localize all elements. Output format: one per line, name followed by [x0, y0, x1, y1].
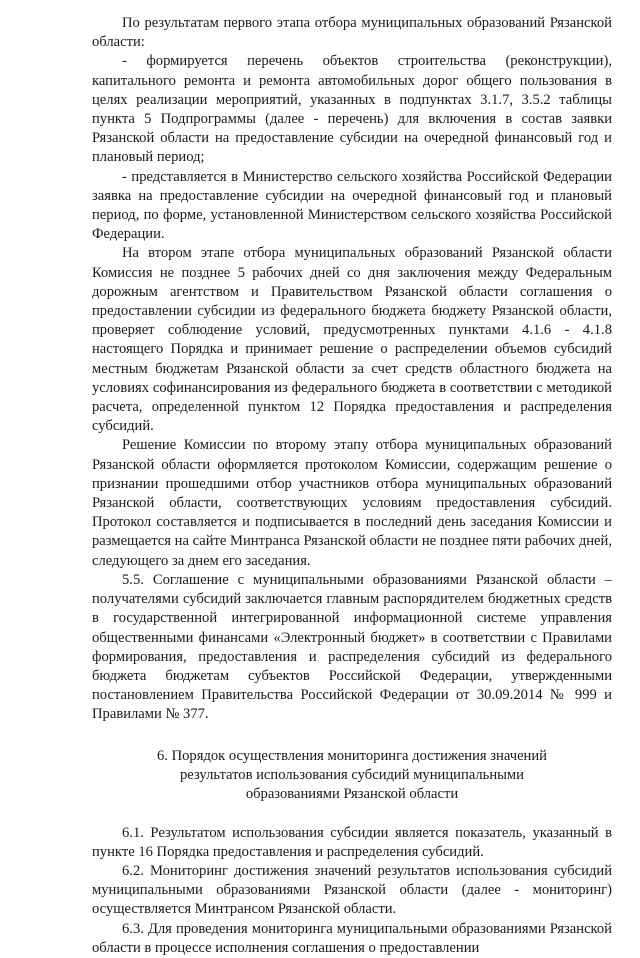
clause-6-1: 6.1. Результатом использования субсидии является показатель, указанный в пункте 16 Порядка предоставления и распределения субсидий.: [92, 824, 612, 860]
commission-decision-paragraph: Решение Комиссии по второму этапу отбора муниципальных образований Рязанской области оформляется протоколом Комиссии, содержащим решение о признании прошедшими отбор участников отбора муниципальных образований Рязанской области, соответствующих условиям предоставления субсидий. Протокол составляется и подписывается в последний день заседания Комиссии и размещается на сайте Минтранса Рязанской области не позднее пяти рабочих дней, следующего за днем его заседания.: [92, 437, 612, 569]
clause-6-2: 6.2. Мониторинг достижения значений результатов использования субсидий муниципальными образованиями Рязанской области (далее - мониторинг) осуществляется Минтрансом Рязанской области.: [92, 862, 612, 918]
stage1-bullet-application-submission: - представляется в Министерство сельского хозяйства Российской Федерации заявка на предоставление субсидии на очередной финансовый год и плановый период, по форме, установленной Министерством сельского хозяйства Российской Федерации.: [92, 168, 612, 243]
stage2-paragraph: На втором этапе отбора муниципальных образований Рязанской области Комиссия не позднее 5 рабочих дней со дня заключения между Федеральным дорожным агентством и Правительством Рязанской области соглашения о предоставлении субсидии из федерального бюджета бюджету Рязанской области, проверяет соблюдение условий, предусмотренных пунктами 4.1.6 - 4.1.8 настоящего Порядка и принимает решение о распределении объемов субсидий местным бюджетам Рязанской области за счет средств областного бюджета на условиях софинансирования из федерального бюджета в соответствии с методикой расчета, определенной пунктом 12 Порядка предоставления и распределения субсидий.: [92, 245, 612, 435]
section-6-heading: [92, 747, 612, 804]
clause-5-5: 5.5. Соглашение с муниципальными образованиями Рязанской области – получателями субсидий заключается главным распорядителем бюджетных средств в государственной интегрированной информационной системе управления общественными финансами «Электронный бюджет» в соответствии с Правилами формирования, предоставления и распределения субсидий из федерального бюджета бюджетам субъектов Российской Федерации, утвержденными постановлением Правительства Российской Федерации от 30.09.2014 № 999 и Правилами № 377.: [92, 571, 612, 723]
section-heading-line: образованиями Рязанской области: [245, 785, 459, 802]
section-heading-line: 6. Порядок осуществления мониторинга достижения значений: [157, 747, 547, 764]
stage1-intro: По результатам первого этапа отбора муниципальных образований Рязанской области:: [92, 15, 612, 51]
section-heading-line: результатов использования субсидий муниципальными: [180, 766, 524, 783]
stage1-bullet-list-formation: - формируется перечень объектов строительства (реконструкции), капитального ремонта и ремонта автомобильных дорог общего пользования в целях реализации мероприятий, указанных в подпунктах 3.1.7, 3.5.2 таблицы пункта 5 Подпрограммы (далее - перечень) для включения в состав заявки Рязанской области на предоставление субсидии на очередной финансовый год и плановый период;: [92, 53, 612, 166]
clause-6-3: 6.3. Для проведения мониторинга муниципальными образованиями Рязанской области в процессе исполнения соглашения о предоставлении: [92, 920, 612, 956]
document-page: [92, 14, 612, 958]
